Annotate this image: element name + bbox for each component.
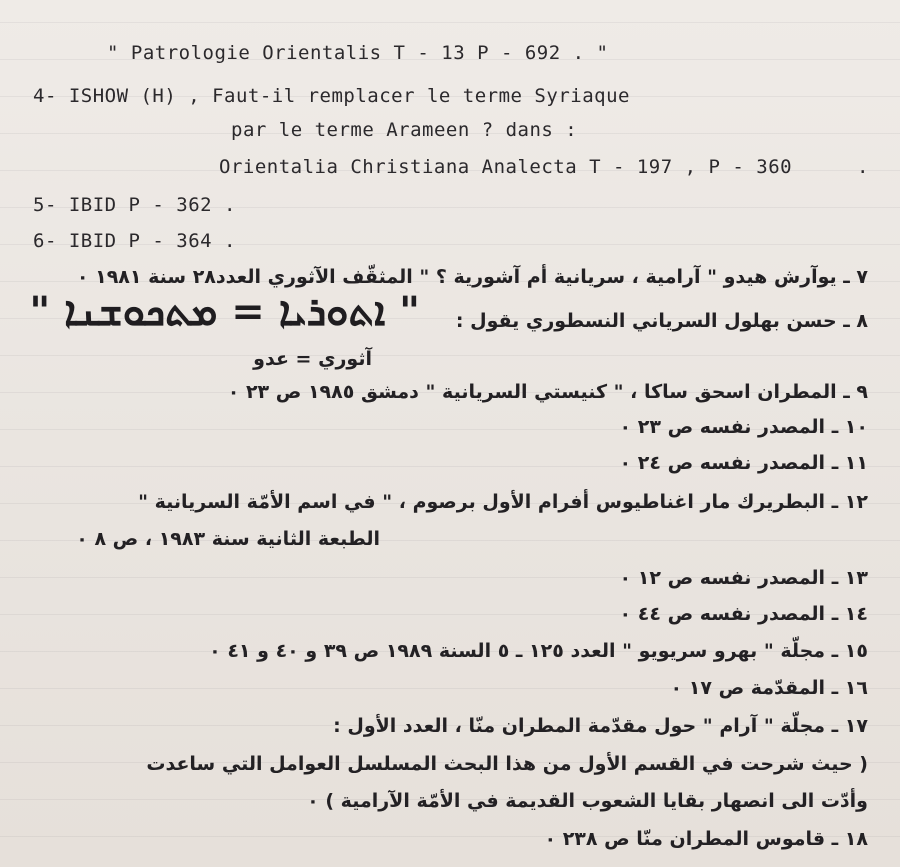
footnote-16: ١٦ ـ المقدّمة ص ١٧ ٠: [670, 677, 868, 699]
footnote-5: 5- IBID P - 362 .: [33, 194, 236, 216]
footnote-11: ١١ ـ المصدر نفسه ص ٢٤ ٠: [619, 452, 868, 474]
footnote-4-cont: par le terme Arameen ? dans :: [231, 119, 578, 141]
footnote-17-quote-2: وأدّت الى انصهار بقايا الشعوب القديمة في الأمّة الآرامية ) ٠: [307, 790, 868, 812]
footnote-4-source: Orientalia Christiana Analecta T - 197 , P - 360: [219, 156, 793, 178]
syriac-quote-image: " ܐܬܘܪܝܐ = ܡܬܟܘܫܢܐ ": [29, 288, 420, 335]
footnote-6: 6- IBID P - 364 .: [33, 230, 236, 252]
footnote-8-gloss: آثوري = عدو: [253, 348, 372, 370]
footnote-8: ٨ ـ حسن بهلول السرياني النسطوري يقول :: [455, 310, 868, 332]
footnote-9: ٩ ـ المطران اسحق ساكا ، " كنيستي السريانية " دمشق ١٩٨٥ ص ٢٣ ٠: [227, 381, 868, 403]
footnote-17-quote-1: ( حيث شرحت في القسم الأول من هذا البحث المسلسل العوامل التي ساعدت: [146, 753, 868, 775]
footnote-7: ٧ ـ يوآرش هيدو " آرامية ، سريانية أم آشورية ؟ " المثقّف الآثوري العدد٢٨ سنة ١٩٨١ ٠: [76, 266, 868, 288]
citation-line: " Patrologie Orientalis T - 13 P - 692 . ": [107, 42, 609, 64]
footnote-17: ١٧ ـ مجلّة " آرام " حول مقدّمة المطران منّا ، العدد الأول :: [333, 715, 868, 737]
footnote-18: ١٨ ـ قاموس المطران منّا ص ٢٣٨ ٠: [544, 828, 868, 850]
footnote-4-period: .: [857, 156, 869, 178]
footnote-13: ١٣ ـ المصدر نفسه ص ١٢ ٠: [619, 567, 868, 589]
footnote-12: ١٢ ـ البطريرك مار اغناطيوس أفرام الأول برصوم ، " في اسم الأمّة السريانية ": [138, 491, 868, 513]
footnote-10: ١٠ ـ المصدر نفسه ص ٢٣ ٠: [619, 416, 868, 438]
footnote-4: 4- ISHOW (H) , Faut-il remplacer le terme Syriaque: [33, 85, 630, 107]
footnote-15: ١٥ ـ مجلّة " بهرو سريويو " العدد ١٢٥ ـ ٥ السنة ١٩٨٩ ص ٣٩ و ٤٠ و ٤١ ٠: [209, 640, 868, 662]
footnote-14: ١٤ ـ المصدر نفسه ص ٤٤ ٠: [619, 603, 868, 625]
footnote-12-cont: الطبعة الثانية سنة ١٩٨٣ ، ص ٨ ٠: [76, 528, 380, 550]
